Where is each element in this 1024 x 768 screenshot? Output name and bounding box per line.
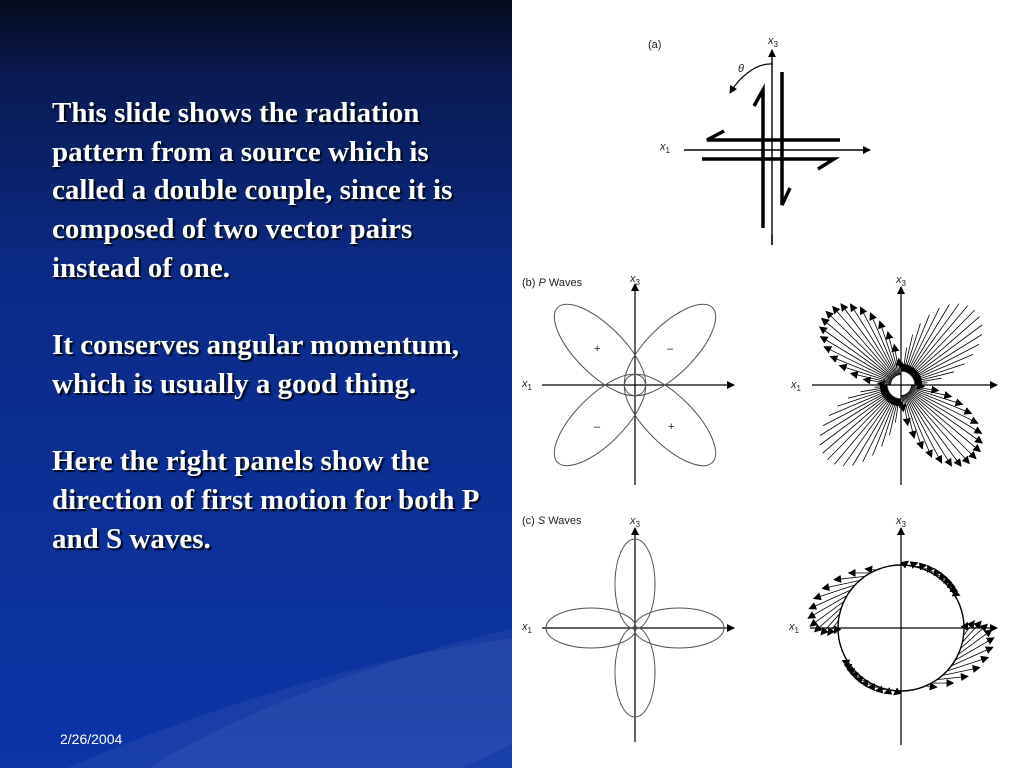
p-outward-arrow xyxy=(906,394,951,466)
p-inward-arrow xyxy=(910,306,968,375)
s-tangential-arrow xyxy=(822,581,859,589)
panel-a xyxy=(648,35,870,245)
panel-c xyxy=(521,515,997,745)
p-motion-x1-label: $x_1$ xyxy=(791,379,801,393)
s-tangential-arrow xyxy=(910,563,918,566)
s-tangential-arrow xyxy=(884,690,892,693)
paragraph-double-couple: This slide shows the radiation pattern from a source which is called a double couple, since it is composed of two vector pairs instead of one. xyxy=(52,97,453,284)
p-outward-arrow xyxy=(833,307,895,378)
p-inward-arrow xyxy=(912,317,980,376)
slide-body xyxy=(52,94,502,597)
p-outward-arrow xyxy=(851,373,892,382)
p-inward-arrow xyxy=(827,395,891,460)
theta-label: θ xyxy=(738,63,744,75)
paragraph-angular-momentum: It conserves angular momentum, which is usually a good thing. xyxy=(52,329,460,400)
theta-arc xyxy=(730,64,772,93)
p-outward-arrow xyxy=(908,393,970,464)
s-x3-label: $x_3$ xyxy=(630,515,640,529)
p-sign-lower-right: + xyxy=(668,421,675,433)
p-outward-arrow xyxy=(851,304,896,376)
p-inward-arrow xyxy=(899,399,900,408)
paragraph-first-motion: Here the right panels show the direction of first motion for both P and S waves. xyxy=(52,445,478,555)
s-tangential-arrow xyxy=(903,561,908,565)
p-outward-arrow xyxy=(911,387,952,396)
radiation-pattern-figure xyxy=(512,0,1024,768)
p-inward-arrow xyxy=(823,394,891,453)
force-arrow-right xyxy=(702,159,834,169)
panel-b xyxy=(521,273,997,485)
p-outward-arrow xyxy=(909,391,981,451)
p-outward-arrow xyxy=(907,393,961,466)
p-sign-upper-left: + xyxy=(594,343,601,355)
figure-panel xyxy=(512,0,1024,768)
p-outward-arrow xyxy=(909,391,982,443)
p-inward-arrow xyxy=(843,396,893,466)
s-motion-x1-label: $x_1$ xyxy=(789,621,799,635)
x3-axis-label: $x_3$ xyxy=(768,35,778,49)
slide-date: 2/26/2004 xyxy=(60,731,123,747)
p-inward-arrow xyxy=(912,325,982,377)
force-arrow-left xyxy=(707,131,840,140)
panel-b-label: (b) P Waves xyxy=(522,277,583,289)
s-tangential-arrow xyxy=(894,691,899,695)
p-inward-arrow xyxy=(834,396,892,465)
p-x3-label: $x_3$ xyxy=(630,273,640,287)
p-motion-x3-label: $x_3$ xyxy=(896,274,906,288)
p-inward-arrow xyxy=(820,393,890,445)
x1-axis-label: $x_1$ xyxy=(660,141,670,155)
s-x1-label: $x_1$ xyxy=(522,621,532,635)
p-outward-arrow xyxy=(841,304,895,377)
p-sign-lower-left: – xyxy=(594,421,601,433)
p-outward-arrow xyxy=(820,327,893,379)
s-tangential-arrow xyxy=(942,668,979,676)
s-tangential-arrow xyxy=(876,689,886,691)
p-inward-arrow xyxy=(911,310,975,375)
s-tangential-arrow xyxy=(865,569,876,570)
p-inward-arrow xyxy=(915,383,928,384)
panel-a-label: (a) xyxy=(648,39,662,51)
p-lobe-lower-right xyxy=(611,361,730,480)
p-sign-upper-right: – xyxy=(667,343,674,355)
s-tangential-arrow xyxy=(926,686,937,687)
p-x1-label: $x_1$ xyxy=(522,378,532,392)
p-outward-arrow xyxy=(822,318,894,378)
s-motion-x3-label: $x_3$ xyxy=(896,515,906,529)
s-tangential-arrow xyxy=(916,565,926,567)
p-inward-arrow xyxy=(875,386,888,387)
panel-c-label: (c) S Waves xyxy=(522,515,582,527)
p-inward-arrow xyxy=(909,304,959,374)
p-lobe-lower-left xyxy=(541,361,660,480)
p-inward-arrow xyxy=(902,362,903,371)
